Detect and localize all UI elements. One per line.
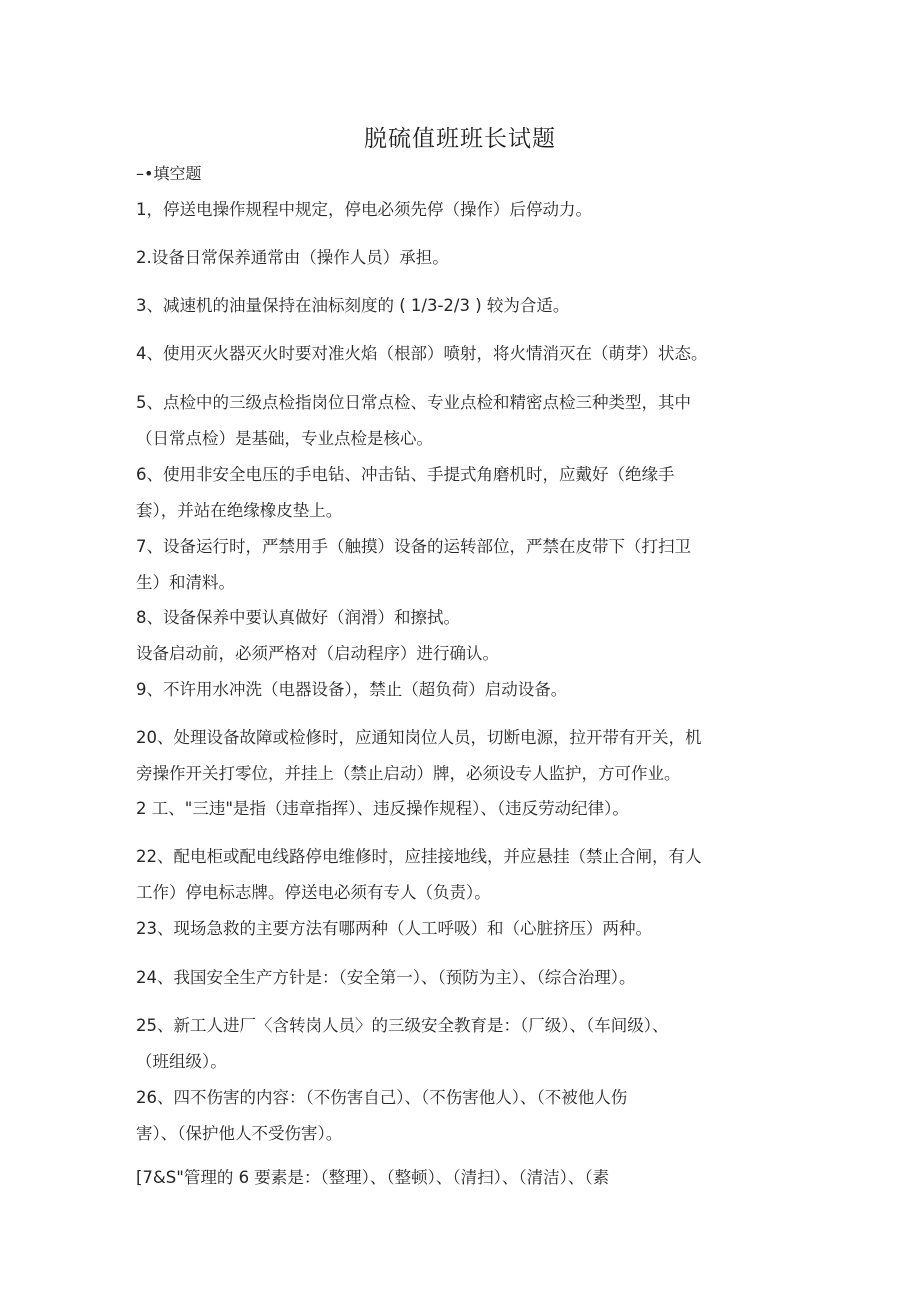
text-line: 26、四不伤害的内容：（不伤害自己）、（不伤害他人）、（不被他人伤: [136, 1088, 628, 1107]
text-line: （班组级）。: [136, 1052, 227, 1071]
text-line: 4、使用灭火器灭火时要对准火焰（根部）喷射，将火情消灭在（萌芽）状态。: [136, 344, 708, 363]
text-line: 设备启动前，必须严格对（启动程序）进行确认。: [136, 644, 499, 663]
text-line: 24、我国安全生产方针是：（安全第一）、（预防为主）、（综合治理）。: [136, 968, 636, 987]
text-line: 工作）停电标志牌。停送电必须有专人（负责）。: [136, 883, 491, 902]
text-line: （日常点检）是基础，专业点检是核心。: [136, 429, 433, 448]
text-line: [7&S"管理的 6 要素是：（整理）、（整顿）、（清扫）、（清洁）、（素: [136, 1168, 610, 1187]
text-line: 8、设备保养中要认真做好（润滑）和擦拭。: [136, 608, 460, 627]
text-line: 25、新工人进厂〈含转岗人员〉的三级安全教育是：（厂级）、（车间级）、: [136, 1016, 669, 1035]
text-line: 22、配电柜或配电线路停电维修时，应挂接地线，并应悬挂（禁止合闸，有人: [136, 847, 702, 866]
text-line: 套），并站在绝缘橡皮垫上。: [136, 501, 343, 520]
text-line: 9、不许用水冲洗（电器设备），禁止（超负荷）启动设备。: [136, 680, 568, 699]
text-line: 1，停送电操作规程中规定，停电必须先停（操作）后停动力。: [136, 200, 592, 219]
text-line: 6、使用非安全电压的手电钻、冲击钻、手提式角磨机时，应戴好（绝缘手: [136, 465, 675, 484]
text-line: 3、减速机的油量保持在油标刻度的 ( 1/3-2/3 ) 较为合适。: [136, 296, 570, 315]
text-line: 7、设备运行时，严禁用手（触摸）设备的运转部位，严禁在皮带下（打扫卫: [136, 537, 691, 556]
section-heading: –•填空题: [136, 164, 202, 183]
text-line: 旁操作开关打零位，并挂上（禁止启动）牌，必须设专人监护，方可作业。: [136, 764, 681, 783]
page-title: 脱硫值班班长试题: [364, 126, 556, 152]
text-line: 害）、（保护他人不受伤害）。: [136, 1124, 343, 1143]
text-line: 5、点检中的三级点检指岗位日常点检、专业点检和精密点检三种类型，其中: [136, 393, 691, 412]
text-line: 20、处理设备故障或检修时，应通知岗位人员，切断电源，拉开带有开关，机: [136, 728, 702, 747]
text-line: 2.设备日常保养通常由（操作人员）承担。: [136, 248, 449, 267]
text-line: 2 工、"三违"是指（违章指挥）、违反操作规程）、（违反劳动纪律）。: [136, 799, 629, 818]
text-line: 生）和清料。: [136, 573, 235, 592]
text-line: 23、现场急救的主要方法有哪两种（人工呼吸）和（心脏挤压）两种。: [136, 919, 652, 938]
